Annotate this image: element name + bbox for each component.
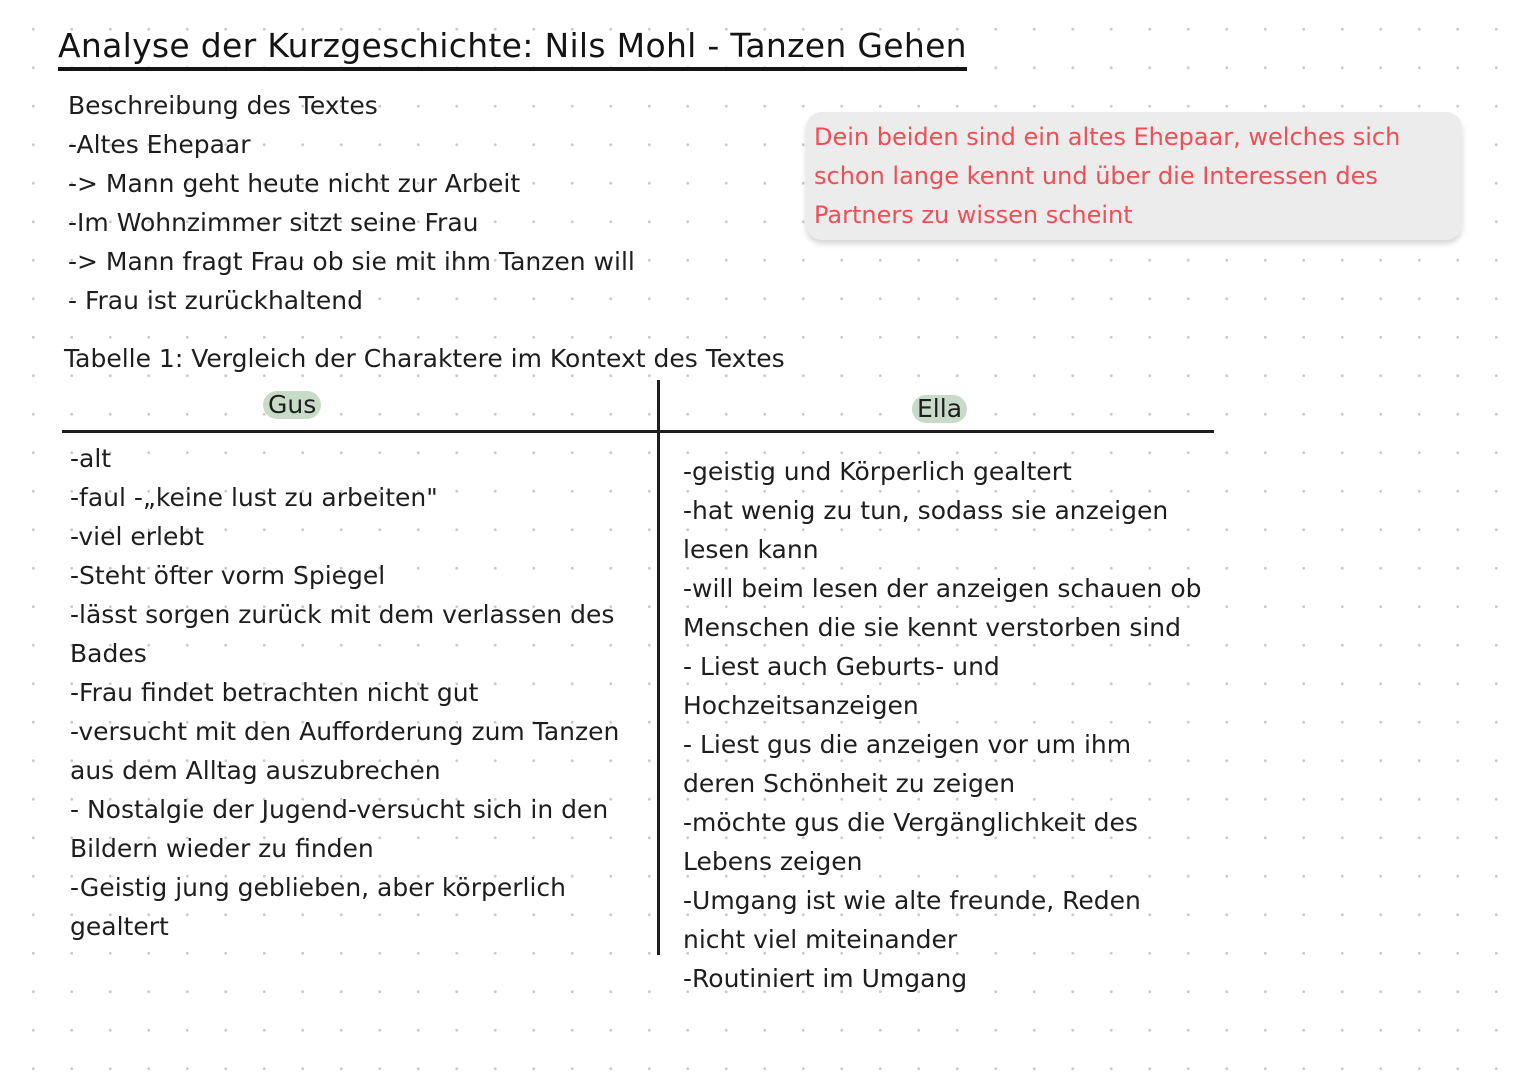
list-item: Bildern wieder zu finden — [70, 834, 374, 863]
list-item: -lässt sorgen zurück mit dem verlassen des — [70, 600, 615, 629]
list-item: -will beim lesen der anzeigen schauen ob — [683, 574, 1202, 603]
list-item: -möchte gus die Vergänglichkeit des — [683, 808, 1138, 837]
list-item: -geistig und Körperlich gealtert — [683, 457, 1072, 486]
list-item: -versucht mit den Aufforderung zum Tanzen — [70, 717, 620, 746]
description-line: -> Mann fragt Frau ob sie mit ihm Tanzen will — [68, 247, 635, 276]
note-line: Partners zu wissen scheint — [814, 201, 1133, 229]
list-item: -Frau findet betrachten nicht gut — [70, 678, 479, 707]
description-line: -Im Wohnzimmer sitzt seine Frau — [68, 208, 479, 237]
list-item: Bades — [70, 639, 147, 668]
description-heading: Beschreibung des Textes — [68, 91, 378, 120]
list-item: -Geistig jung geblieben, aber körperlich — [70, 873, 567, 902]
description-line: - Frau ist zurückhaltend — [68, 286, 363, 315]
list-item: lesen kann — [683, 535, 819, 564]
description-line: -> Mann geht heute nicht zur Arbeit — [68, 169, 521, 198]
list-item: -Steht öfter vorm Spiegel — [70, 561, 386, 590]
list-item: gealtert — [70, 912, 169, 941]
list-item: - Nostalgie der Jugend-versucht sich in den — [70, 795, 609, 824]
column-header-ella: Ella — [912, 395, 967, 423]
list-item: -faul -„keine lust zu arbeiten" — [70, 483, 438, 512]
page-title: Analyse der Kurzgeschichte: Nils Mohl - Tanzen Gehen — [58, 26, 967, 71]
list-item: -Routiniert im Umgang — [683, 964, 968, 993]
list-item: -viel erlebt — [70, 522, 205, 551]
table-header-divider — [62, 430, 1214, 433]
description-line: -Altes Ehepaar — [68, 130, 251, 159]
note-line: Dein beiden sind ein altes Ehepaar, welches sich — [814, 123, 1401, 151]
list-item: - Liest gus die anzeigen vor um ihm — [683, 730, 1132, 759]
column-header-gus: Gus — [263, 391, 321, 419]
column-ella — [683, 452, 1202, 998]
list-item: nicht viel miteinander — [683, 925, 958, 954]
description-section — [68, 86, 635, 320]
table-caption: Tabelle 1: Vergleich der Charaktere im Kontext des Textes — [64, 344, 785, 373]
list-item: - Liest auch Geburts- und — [683, 652, 1000, 681]
list-item: Lebens zeigen — [683, 847, 863, 876]
list-item: -hat wenig zu tun, sodass sie anzeigen — [683, 496, 1169, 525]
note-line: schon lange kennt und über die Interessen des — [814, 162, 1378, 190]
list-item: Hochzeitsanzeigen — [683, 691, 919, 720]
list-item: aus dem Alltag auszubrechen — [70, 756, 441, 785]
table-column-divider — [657, 380, 660, 955]
list-item: -alt — [70, 444, 112, 473]
list-item: Menschen die sie kennt verstorben sind — [683, 613, 1182, 642]
list-item: deren Schönheit zu zeigen — [683, 769, 1016, 798]
column-gus — [70, 439, 619, 946]
list-item: -Umgang ist wie alte freunde, Reden — [683, 886, 1141, 915]
summary-note — [806, 112, 1462, 240]
